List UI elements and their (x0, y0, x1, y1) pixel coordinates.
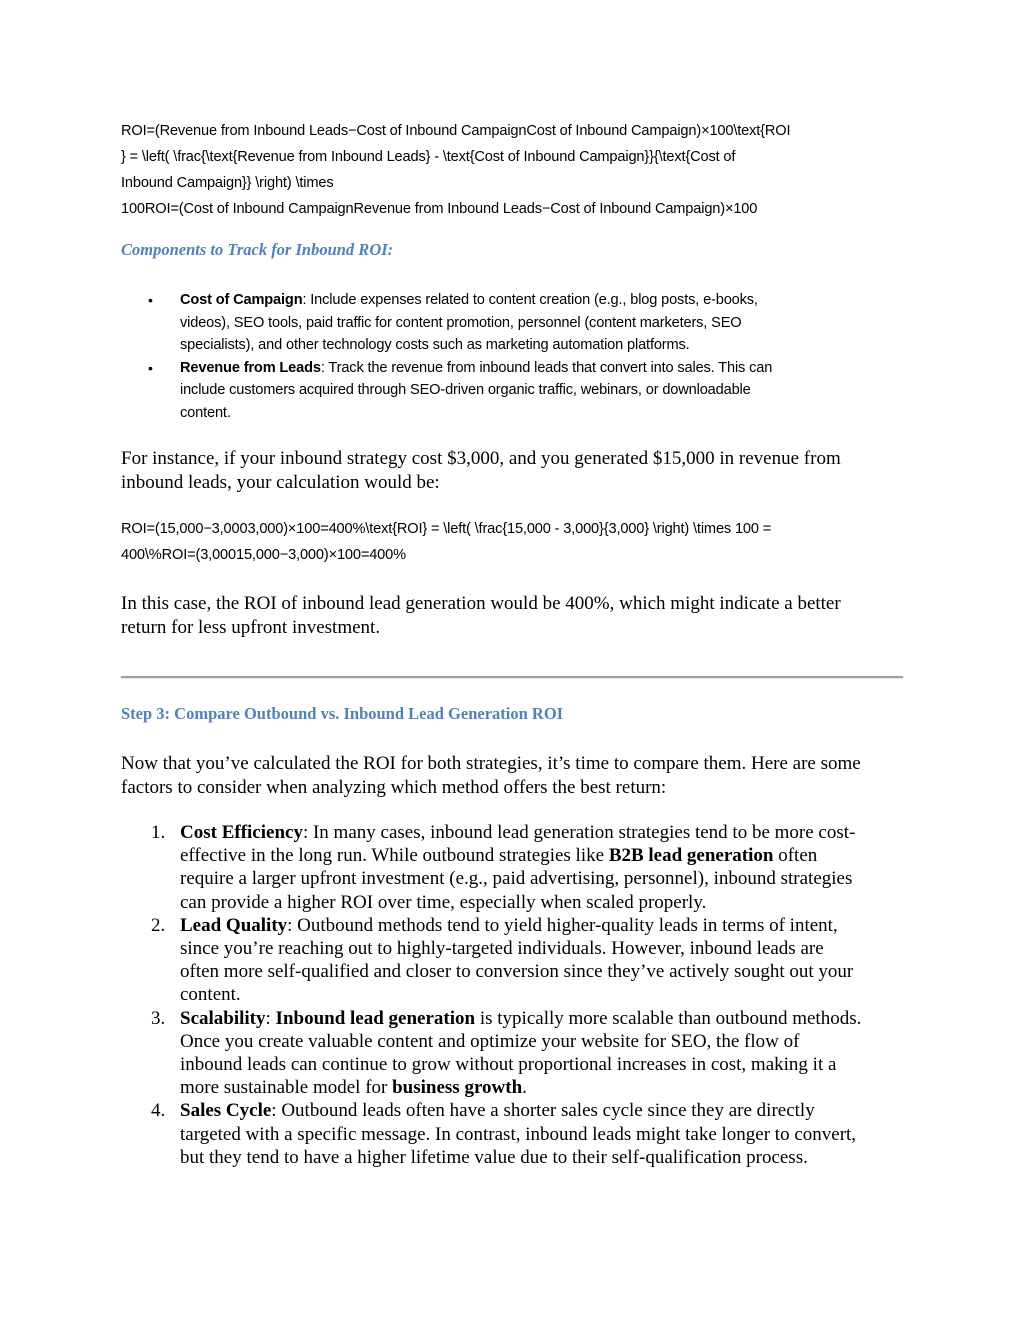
list-number: 1. (151, 822, 166, 843)
components-heading: Components to Track for Inbound ROI: (121, 240, 394, 259)
paragraph-line: For instance, if your inbound strategy cost $3,000, and you generated $15,000 in revenue from (121, 448, 841, 469)
list-item-text: videos), SEO tools, paid traffic for content promotion, personnel (content marketers, SEO (180, 314, 742, 331)
bullet-marker: • (148, 292, 153, 308)
list-item-text: effective in the long run. While outbound strategies like (180, 845, 609, 867)
formula-line: 100ROI=(Cost of Inbound CampaignRevenue from Inbound Leads−Cost of Inbound Campaign)×100 (121, 201, 758, 217)
list-item-text: : In many cases, inbound lead generation strategies tend to be more cost- (302, 822, 856, 843)
formula-line: Inbound Campaign}} \right) \times (121, 175, 334, 191)
formula-line: ROI=(Revenue from Inbound Leads−Cost of Inbound CampaignCost of Inbound Campaign)×100\text{ROI (121, 123, 791, 139)
list-item-text: since you’re reaching out to highly-targeted individuals. However, inbound leads are (180, 938, 824, 960)
list-item-term: Cost of Campaign (180, 292, 303, 308)
list-number: 3. (151, 1007, 166, 1029)
list-item-text: content. (180, 404, 231, 421)
formula-line: ROI=(15,000−3,0003,000)×100=400%\text{ROI} = \left( \frac{15,000 - 3,000}{3,000} \right) \times 100 = (121, 521, 772, 537)
bullet-marker: • (148, 359, 153, 376)
paragraph-line: Now that you’ve calculated the ROI for both strategies, it’s time to compare them. Here are some (121, 753, 861, 774)
list-item-term: Lead Quality (180, 914, 288, 936)
list-item-text: require a larger upfront investment (e.g., paid advertising, personnel), inbound strategies (180, 868, 853, 890)
list-item-bold: business growth (392, 1077, 523, 1099)
list-item-text: Once you create valuable content and optimize your website for SEO, the flow of (180, 1030, 800, 1052)
example-formula-block (121, 516, 911, 568)
paragraph-line: inbound leads, your calculation would be: (121, 471, 440, 493)
list-item-text: inbound leads can continue to grow without proportional increases in cost, making it a (180, 1054, 837, 1076)
list-item (121, 1007, 911, 1100)
step-heading: Step 3: Compare Outbound vs. Inbound Lead Generation ROI (121, 704, 564, 723)
components-list (121, 289, 891, 425)
list-item-text: : Outbound leads often have a shorter sales cycle since they are directly (271, 1100, 815, 1122)
list-item-text: : Include expenses related to content creation (e.g., blog posts, e-books, (302, 292, 758, 308)
list-item-text: : (265, 1007, 276, 1029)
paragraph-line: return for less upfront investment. (121, 616, 381, 638)
list-item-text: : Outbound methods tend to yield higher-quality leads in terms of intent, (287, 914, 838, 936)
list-item-bold: B2B lead generation (608, 845, 774, 867)
list-item-text: . (522, 1077, 527, 1099)
list-item-bold: Inbound lead generation (275, 1007, 476, 1029)
paragraph-line: factors to consider when analyzing which method offers the best return: (121, 776, 667, 798)
list-item-text: more sustainable model for (180, 1077, 393, 1099)
list-item-term: Revenue from Leads (180, 359, 321, 376)
list-item-text: often more self-qualified and closer to conversion since they’ve actively sought out your (180, 961, 854, 983)
list-item-text: but they tend to have a higher lifetime value due to their self-qualification process. (180, 1146, 808, 1168)
list-item-text: specialists), and other technology costs such as marketing automation platforms. (180, 337, 690, 354)
list-item (121, 914, 911, 1007)
list-item-term: Scalability (180, 1007, 266, 1029)
roi-formula-block (121, 118, 911, 222)
list-item-text: is typically more scalable than outbound methods. (475, 1007, 862, 1029)
list-number: 2. (151, 914, 166, 936)
compare-paragraph (121, 752, 911, 799)
list-item (121, 357, 891, 425)
example-paragraph (121, 447, 911, 494)
list-item-term: Sales Cycle (180, 1100, 272, 1122)
list-item-text: : Track the revenue from inbound leads that convert into sales. This can (320, 359, 773, 376)
list-item (121, 289, 891, 357)
factors-list (121, 821, 911, 1169)
formula-line: 400\%ROI=(3,00015,000−3,000)×100=400% (121, 547, 406, 563)
list-item (121, 821, 911, 914)
list-item-text: content. (180, 984, 241, 1006)
list-item-text: often (773, 845, 818, 867)
list-item-text: include customers acquired through SEO-driven organic traffic, webinars, or downloadable (180, 382, 751, 399)
list-item-text: can provide a higher ROI over time, especially when scaled properly. (180, 891, 707, 913)
formula-line: } = \left( \frac{\text{Revenue from Inbound Leads} - \text{Cost of Inbound Campaign}}{\text{Cost of (121, 149, 736, 165)
horizontal-divider (121, 676, 903, 679)
case-paragraph (121, 592, 911, 639)
list-item-term: Cost Efficiency (180, 822, 303, 843)
list-item (121, 1099, 911, 1169)
list-number: 4. (151, 1100, 166, 1122)
list-item-text: targeted with a specific message. In contrast, inbound leads might take longer to convert, (180, 1123, 857, 1145)
paragraph-line: In this case, the ROI of inbound lead generation would be 400%, which might indicate a better (121, 593, 841, 614)
